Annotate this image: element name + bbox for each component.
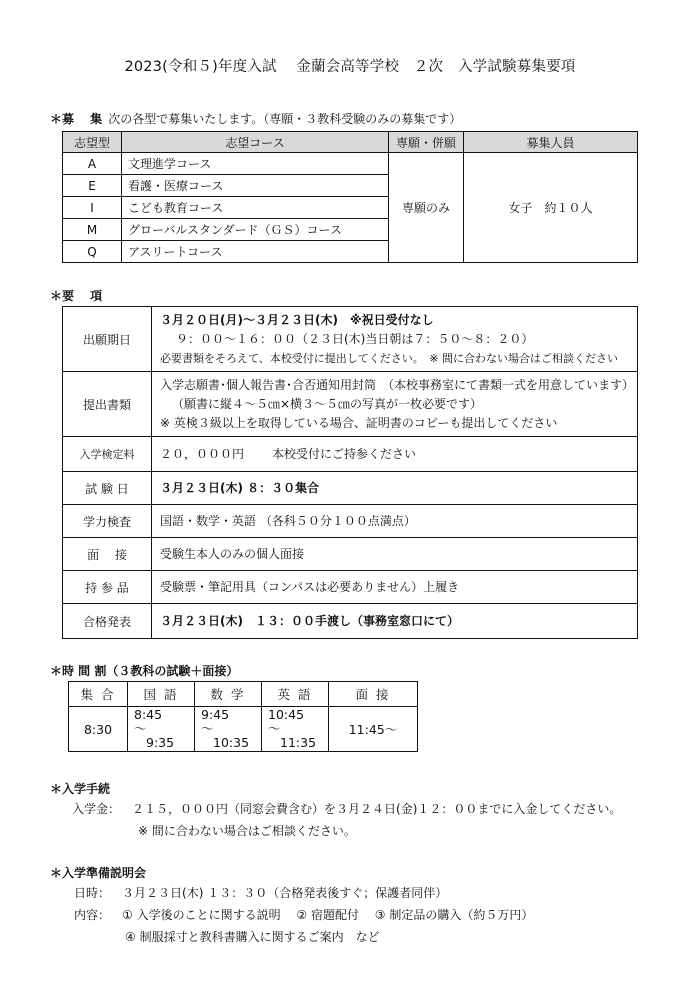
subjects-label: 学力検査: [63, 505, 152, 538]
english-end: 11:35: [280, 735, 317, 750]
course-type: E: [63, 175, 122, 197]
interview-time: 11:45～: [329, 707, 418, 752]
table-row: [63, 571, 638, 604]
procedure-text: ２１５，０００円（同窓会費含む）を３月２４日(金)１２：００までに入金してください。: [132, 802, 622, 816]
procedure-label: 入学金：: [72, 802, 121, 816]
procedure-fee-line: [72, 800, 621, 817]
result-label: 合格発表: [63, 604, 152, 639]
fee-content: [152, 437, 638, 472]
english-tilde: ～: [268, 721, 281, 736]
capacity: 女子 約１０人: [464, 153, 638, 263]
briefing-date-line: [74, 884, 447, 901]
english-time: [262, 707, 329, 752]
japanese-end: 9:35: [146, 735, 175, 750]
gather-time: 8:30: [69, 707, 128, 752]
table-row: [69, 707, 418, 752]
math-time: [195, 707, 262, 752]
recruitment-note: 次の各型で募集いたします。（専願・３教科受験のみの募集です）: [108, 112, 462, 126]
table-row: [63, 153, 638, 175]
course-name: 看護・医療コース: [122, 175, 389, 197]
math-end: 10:35: [213, 735, 250, 750]
application-type: 専願のみ: [389, 153, 464, 263]
items: 受験票・筆記用具（コンパスは必要ありません）上履き: [152, 571, 638, 604]
details-table: [62, 306, 638, 639]
docs-eiken-note: ※ 英検３級以上を取得している場合、証明書のコピーも提出してください: [160, 415, 558, 430]
recruitment-header-row: [63, 132, 638, 153]
recruitment-table: [62, 131, 638, 263]
interview-label: 面 接: [63, 538, 152, 571]
recruitment-heading: [50, 110, 461, 127]
japanese-tilde: ～: [134, 721, 147, 736]
table-row: [63, 505, 638, 538]
briefing-content-1: ① 入学後のことに関する説明 ② 宿題配付 ③ 制定品の購入（約５万円）: [122, 908, 534, 922]
briefing-date: ３月２３日(木) １３：３０（合格発表後すぐ；保護者同伴）: [122, 886, 448, 900]
briefing-content-label: 内容：: [74, 908, 111, 922]
header-interview: 面 接: [329, 682, 418, 707]
course-name: グローバルスタンダード（ＧＳ）コース: [122, 219, 389, 241]
header-capacity: 募集人員: [464, 132, 638, 153]
fee-note: 本校受付にご持参ください: [272, 446, 417, 461]
page-title: 2023(令和５)年度入試 金蘭会高等学校 ２次 入学試験募集要項: [124, 59, 576, 75]
course-name: 文理進学コース: [122, 153, 389, 175]
header-type: 志望型: [63, 132, 122, 153]
math-start: 9:45: [201, 707, 230, 722]
table-row: [63, 307, 638, 372]
table-row: [63, 437, 638, 472]
math-tilde: ～: [201, 721, 214, 736]
table-row: [63, 372, 638, 437]
interview: 受験生本人のみの個人面接: [152, 538, 638, 571]
course-type: A: [63, 153, 122, 175]
docs-line: 入学志願書･個人報告書･合否通知用封筒 （本校事務室にて書類一式を用意しています）: [160, 377, 635, 392]
fee-label: 入学検定料: [63, 437, 152, 472]
timetable-header-row: [69, 682, 418, 707]
items-label: 持 参 品: [63, 571, 152, 604]
table-row: [63, 604, 638, 639]
table-row: [63, 472, 638, 505]
timetable-heading: ＊時 間 割（３教科の試験＋面接）: [50, 664, 239, 678]
course-type: I: [63, 197, 122, 219]
header-application: 専願・併願: [389, 132, 464, 153]
header-japanese: 国 語: [128, 682, 195, 707]
course-name: こども教育コース: [122, 197, 389, 219]
subjects: 国語・数学・英語 （各科５０分１００点満点）: [152, 505, 638, 538]
period-content: [152, 307, 638, 372]
docs-label: 提出書類: [63, 372, 152, 437]
exam-date: ３月２３日(木) ８：３０集合: [152, 472, 638, 505]
period-label: 出願期日: [63, 307, 152, 372]
recruitment-heading-label: ＊募 集: [50, 112, 103, 126]
course-type: Q: [63, 241, 122, 263]
period-note: 必要書類をそろえて、本校受付に提出してください。 ※ 間に合わない場合はご相談ください: [160, 351, 618, 365]
header-course: 志望コース: [122, 132, 389, 153]
course-type: M: [63, 219, 122, 241]
briefing-content-line: [74, 906, 533, 923]
docs-photo-note: （願書に縦４～５㎝×横３～５㎝の写真が一枚必要です）: [172, 396, 483, 411]
result: ３月２３日(木) １３：００手渡し（事務室窓口にて）: [152, 604, 638, 639]
procedure-heading: ＊入学手続: [50, 782, 111, 796]
exam-date-label: 試 験 日: [63, 472, 152, 505]
details-heading: ＊要 項: [50, 289, 103, 303]
procedure-note: ※ 間に合わない場合はご相談ください。: [138, 824, 356, 838]
header-gather: 集 合: [69, 682, 128, 707]
table-row: [63, 538, 638, 571]
japanese-time: [128, 707, 195, 752]
docs-content: [152, 372, 638, 437]
header-english: 英 語: [262, 682, 329, 707]
briefing-date-label: 日時：: [74, 886, 111, 900]
period-dates: ３月２０日(月)～３月２３日(木) ※祝日受付なし: [160, 312, 434, 327]
header-math: 数 学: [195, 682, 262, 707]
period-hours: ９：００～１６：００（２３日(木)当日朝は７：５０～８：２０）: [176, 331, 534, 346]
course-name: アスリートコース: [122, 241, 389, 263]
japanese-start: 8:45: [134, 707, 163, 722]
briefing-heading: ＊入学準備説明会: [50, 866, 147, 880]
fee-amount: ２０，０００円: [160, 446, 245, 461]
english-start: 10:45: [268, 707, 305, 722]
briefing-content-2: ④ 制服採寸と教科書購入に関するご案内 など: [125, 930, 380, 944]
timetable: [68, 681, 418, 752]
